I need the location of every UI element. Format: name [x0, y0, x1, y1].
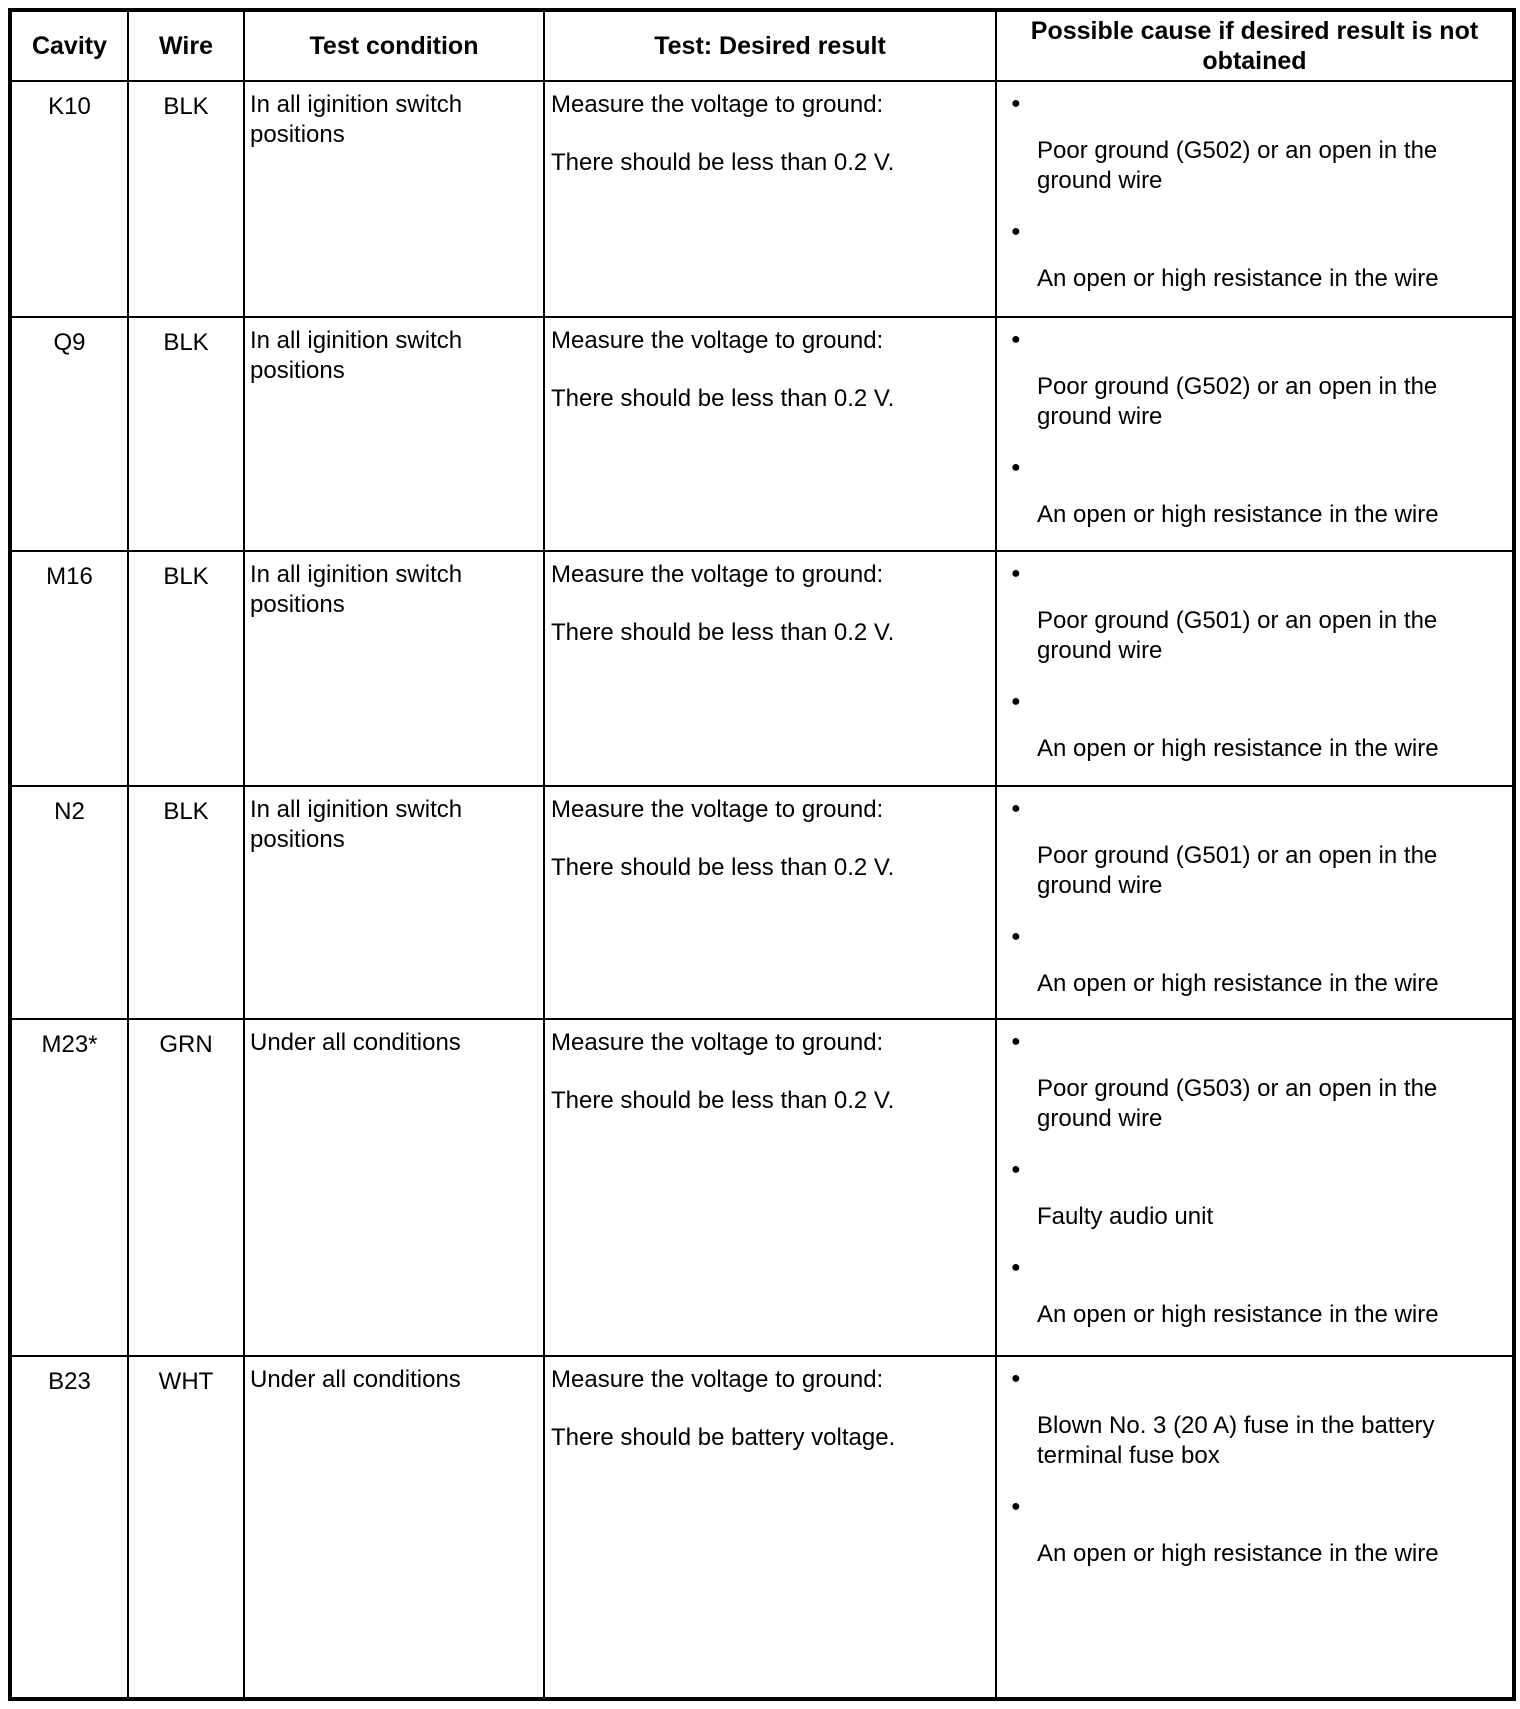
cause-text: Faulty audio unit — [1037, 1203, 1214, 1230]
cavity-value: N2 — [54, 798, 85, 825]
wire-cell — [128, 81, 244, 317]
cavity-value: B23 — [48, 1368, 91, 1395]
cavity-value: Q9 — [53, 329, 86, 356]
cause-item — [1011, 222, 1502, 294]
bullet-icon: ● — [1011, 1259, 1021, 1276]
desired-result-cell — [544, 317, 996, 551]
cause-item — [1011, 1369, 1502, 1471]
cause-item — [1011, 799, 1502, 901]
desired-result-line: Measure the voltage to ground: — [551, 1029, 884, 1056]
cause-text: Blown No. 3 (20 A) fuse in the battery terminal fuse box — [1037, 1412, 1435, 1469]
desired-result-line: There should be less than 0.2 V. — [551, 149, 895, 176]
test-condition-text: Under all conditions — [250, 1366, 461, 1393]
cause-item — [1011, 692, 1502, 764]
cause-item — [1011, 1160, 1502, 1232]
desired-result-cell — [544, 551, 996, 786]
test-condition-cell — [244, 81, 544, 317]
desired-result-line: There should be battery voltage. — [551, 1424, 896, 1451]
test-condition-text: In all iginition switch positions — [250, 561, 463, 618]
cause-item — [1011, 330, 1502, 432]
cause-text: An open or high resistance in the wire — [1037, 735, 1439, 762]
test-condition-text: Under all conditions — [250, 1029, 461, 1056]
wire-color-value: BLK — [163, 563, 209, 590]
wire-color-value: BLK — [163, 93, 209, 120]
cavity-cell — [10, 1356, 128, 1699]
cavity-value: M23* — [41, 1031, 98, 1058]
bullet-icon: ● — [1011, 693, 1021, 710]
cause-text: Poor ground (G501) or an open in the ground wire — [1037, 842, 1438, 899]
header-cavity: Cavity — [10, 10, 128, 81]
cause-item — [1011, 1258, 1502, 1330]
wire-color-value: WHT — [158, 1368, 214, 1395]
wire-cell — [128, 551, 244, 786]
cause-text: Poor ground (G502) or an open in the ground wire — [1037, 137, 1438, 194]
desired-result-cell — [544, 1356, 996, 1699]
wire-cell — [128, 786, 244, 1019]
bullet-icon: ● — [1011, 331, 1021, 348]
desired-result-line: There should be less than 0.2 V. — [551, 854, 895, 881]
cause-text: Poor ground (G501) or an open in the ground wire — [1037, 607, 1438, 664]
cavity-cell — [10, 551, 128, 786]
bullet-icon: ● — [1011, 95, 1021, 112]
table-row — [10, 551, 1514, 786]
desired-result-line: Measure the voltage to ground: — [551, 327, 884, 354]
test-condition-cell — [244, 786, 544, 1019]
cause-text: An open or high resistance in the wire — [1037, 501, 1439, 528]
possible-cause-cell — [996, 1356, 1514, 1699]
bullet-icon: ● — [1011, 800, 1021, 817]
table-row — [10, 1356, 1514, 1699]
cavity-value: K10 — [48, 93, 91, 120]
table-row — [10, 1019, 1514, 1356]
test-condition-cell — [244, 1019, 544, 1356]
cause-text: An open or high resistance in the wire — [1037, 1540, 1439, 1567]
cavity-cell — [10, 1019, 128, 1356]
cause-item — [1011, 927, 1502, 999]
bullet-icon: ● — [1011, 459, 1021, 476]
desired-result-line: There should be less than 0.2 V. — [551, 385, 895, 412]
cause-item — [1011, 458, 1502, 530]
cause-item — [1011, 94, 1502, 196]
cause-text: An open or high resistance in the wire — [1037, 1301, 1439, 1328]
desired-result-line: There should be less than 0.2 V. — [551, 1087, 895, 1114]
wire-cell — [128, 1356, 244, 1699]
table-row — [10, 81, 1514, 317]
test-condition-cell — [244, 1356, 544, 1699]
test-condition-text: In all iginition switch positions — [250, 91, 463, 148]
header-wire: Wire — [128, 10, 244, 81]
possible-cause-cell — [996, 786, 1514, 1019]
desired-result-line: Measure the voltage to ground: — [551, 796, 884, 823]
possible-cause-cell — [996, 1019, 1514, 1356]
cavity-cell — [10, 81, 128, 317]
possible-cause-cell — [996, 317, 1514, 551]
desired-result-cell — [544, 1019, 996, 1356]
bullet-icon: ● — [1011, 1161, 1021, 1178]
cavity-cell — [10, 786, 128, 1019]
wire-cell — [128, 1019, 244, 1356]
table-row — [10, 317, 1514, 551]
cause-item — [1011, 564, 1502, 666]
cause-text: Poor ground (G502) or an open in the ground wire — [1037, 373, 1438, 430]
test-condition-cell — [244, 317, 544, 551]
desired-result-line: There should be less than 0.2 V. — [551, 619, 895, 646]
desired-result-cell — [544, 786, 996, 1019]
cavity-value: M16 — [46, 563, 93, 590]
wire-color-value: GRN — [159, 1031, 213, 1058]
test-condition-text: In all iginition switch positions — [250, 327, 463, 384]
wire-test-table — [8, 8, 1516, 1701]
desired-result-line: Measure the voltage to ground: — [551, 561, 884, 588]
cause-text: Poor ground (G503) or an open in the ground wire — [1037, 1075, 1438, 1132]
cause-text: An open or high resistance in the wire — [1037, 970, 1439, 997]
desired-result-line: Measure the voltage to ground: — [551, 1366, 884, 1393]
wire-cell — [128, 317, 244, 551]
desired-result-line: Measure the voltage to ground: — [551, 91, 884, 118]
table-row — [10, 786, 1514, 1019]
wire-color-value: BLK — [163, 329, 209, 356]
cause-item — [1011, 1032, 1502, 1134]
header-desired-result: Test: Desired result — [544, 10, 996, 81]
bullet-icon: ● — [1011, 928, 1021, 945]
possible-cause-cell — [996, 551, 1514, 786]
cause-item — [1011, 1497, 1502, 1569]
bullet-icon: ● — [1011, 223, 1021, 240]
possible-cause-cell — [996, 81, 1514, 317]
cause-text: An open or high resistance in the wire — [1037, 265, 1439, 292]
bullet-icon: ● — [1011, 1370, 1021, 1387]
test-condition-text: In all iginition switch positions — [250, 796, 463, 853]
header-possible-cause: Possible cause if desired result is not obtained — [996, 10, 1514, 81]
test-condition-cell — [244, 551, 544, 786]
bullet-icon: ● — [1011, 565, 1021, 582]
header-row — [10, 10, 1514, 81]
wire-color-value: BLK — [163, 798, 209, 825]
bullet-icon: ● — [1011, 1033, 1021, 1050]
header-test-condition: Test condition — [244, 10, 544, 81]
desired-result-cell — [544, 81, 996, 317]
cavity-cell — [10, 317, 128, 551]
bullet-icon: ● — [1011, 1498, 1021, 1515]
